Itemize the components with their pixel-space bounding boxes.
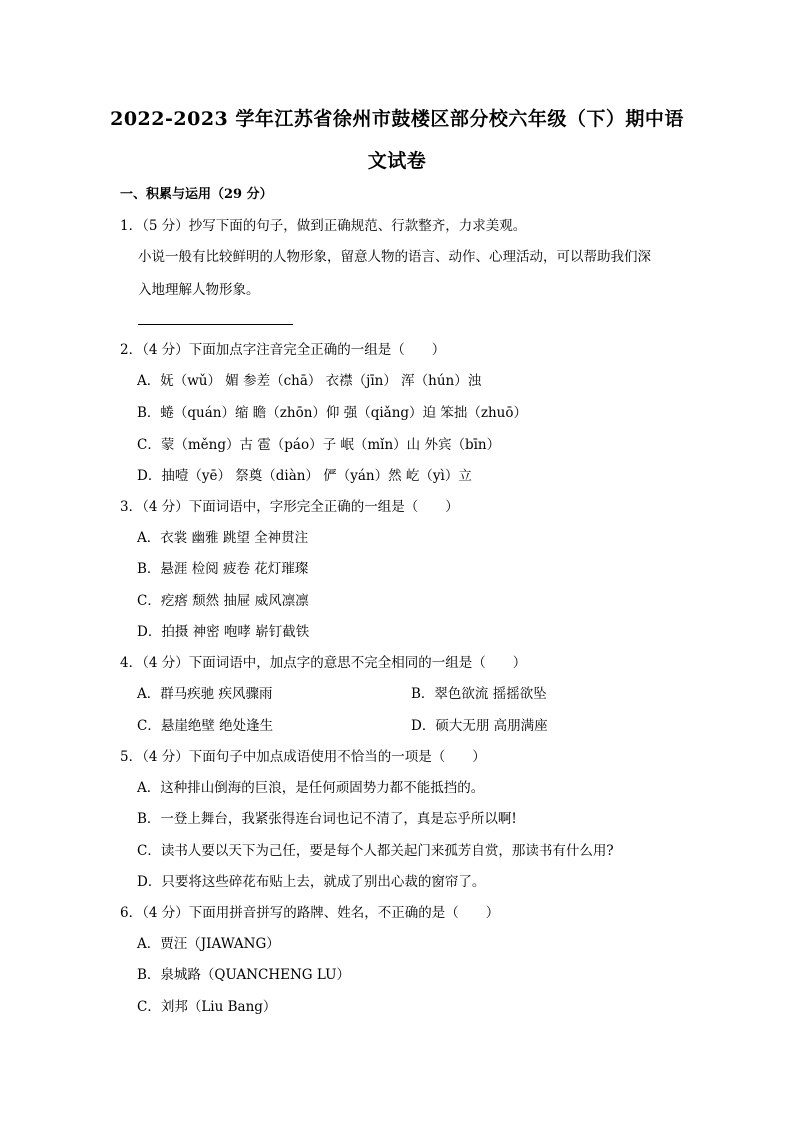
question-6-option-c: C．刘邦（Liu Bang）: [137, 999, 277, 1015]
section-heading: 一、积累与运用（29 分）: [120, 187, 273, 202]
question-1-text-line2: 入地理解人物形象。: [138, 282, 260, 298]
question-6-stem: 6．（4 分）下面用拼音拼写的路牌、姓名，不正确的是（ ）: [120, 905, 500, 921]
question-2-stem: 2．（4 分）下面加点字注音完全正确的一组是（ ）: [120, 342, 446, 358]
question-3-option-b: B．悬涯 检阅 疲卷 花灯璀璨: [137, 561, 309, 577]
question-4-option-a: A．群马疾驰 疾风骤雨: [137, 686, 273, 702]
question-2-option-d: D．抽噎（yē） 祭奠（diàn） 俨（yán）然 屹（yì）立: [137, 468, 472, 484]
question-3-option-d: D．拍摄 神密 咆哮 崭钉截铁: [137, 624, 310, 640]
exam-title-line1: 2022-2023 学年江苏省徐州市鼓楼区部分校六年级（下）期中语: [110, 108, 684, 130]
question-2-option-c: C．蒙（měng）古 雹（páo）子 岷（mǐn）山 外宾（bīn）: [137, 437, 501, 453]
question-5-option-d: D．只要将这些碎花布贴上去，就成了别出心裁的窗帘了。: [137, 874, 486, 890]
question-2-option-a: A．妩（wǔ） 媚 参差（chā） 衣襟（jīn） 浑（hún）浊: [137, 373, 482, 389]
question-5-stem: 5．（4 分）下面句子中加点成语使用不恰当的一项是（ ）: [120, 749, 486, 765]
question-3-option-a: A．衣裳 幽雅 跳望 全神贯注: [137, 530, 309, 546]
question-4-option-c: C．悬崖绝壁 绝处逢生: [137, 718, 274, 734]
question-4-stem: 4．（4 分）下面词语中，加点字的意思不完全相同的一组是（ ）: [120, 655, 527, 671]
question-6-option-a: A．贾汪（JIAWANG）: [137, 936, 280, 952]
question-5-option-b: B．一登上舞台，我紧张得连台词也记不清了，真是忘乎所以啊!: [137, 811, 517, 827]
question-2-option-b: B．蜷（quán）缩 瞻（zhōn）仰 强（qiǎng）迫 笨拙（zhuō）: [137, 405, 527, 421]
question-5-option-c: C．读书人要以天下为己任，要是每个人都关起门来孤芳自赏，那读书有什么用?: [137, 843, 614, 859]
question-4-option-d: D．硕大无朋 高朋满座: [411, 718, 548, 734]
answer-blank-line[interactable]: [138, 324, 293, 325]
question-1-stem: 1．（5 分）抄写下面的句子，做到正确规范、行款整齐，力求美观。: [120, 218, 527, 234]
question-4-option-b: B．翠色欲流 摇摇欲坠: [411, 686, 547, 702]
question-1-text-line1: 小说一般有比较鲜明的人物形象，留意人物的语言、动作、心理活动，可以帮助我们深: [138, 249, 651, 265]
exam-title-line2: 文试卷: [367, 150, 427, 172]
question-3-stem: 3．（4 分）下面词语中，字形完全正确的一组是（ ）: [120, 499, 459, 515]
question-5-option-a: A．这种排山倒海的巨浪，是任何顽固势力都不能抵挡的。: [137, 780, 485, 796]
question-6-option-b: B．泉城路（QUANCHENG LU）: [137, 967, 350, 983]
question-3-option-c: C．疙瘩 颓然 抽屉 威风凛凛: [137, 593, 309, 609]
